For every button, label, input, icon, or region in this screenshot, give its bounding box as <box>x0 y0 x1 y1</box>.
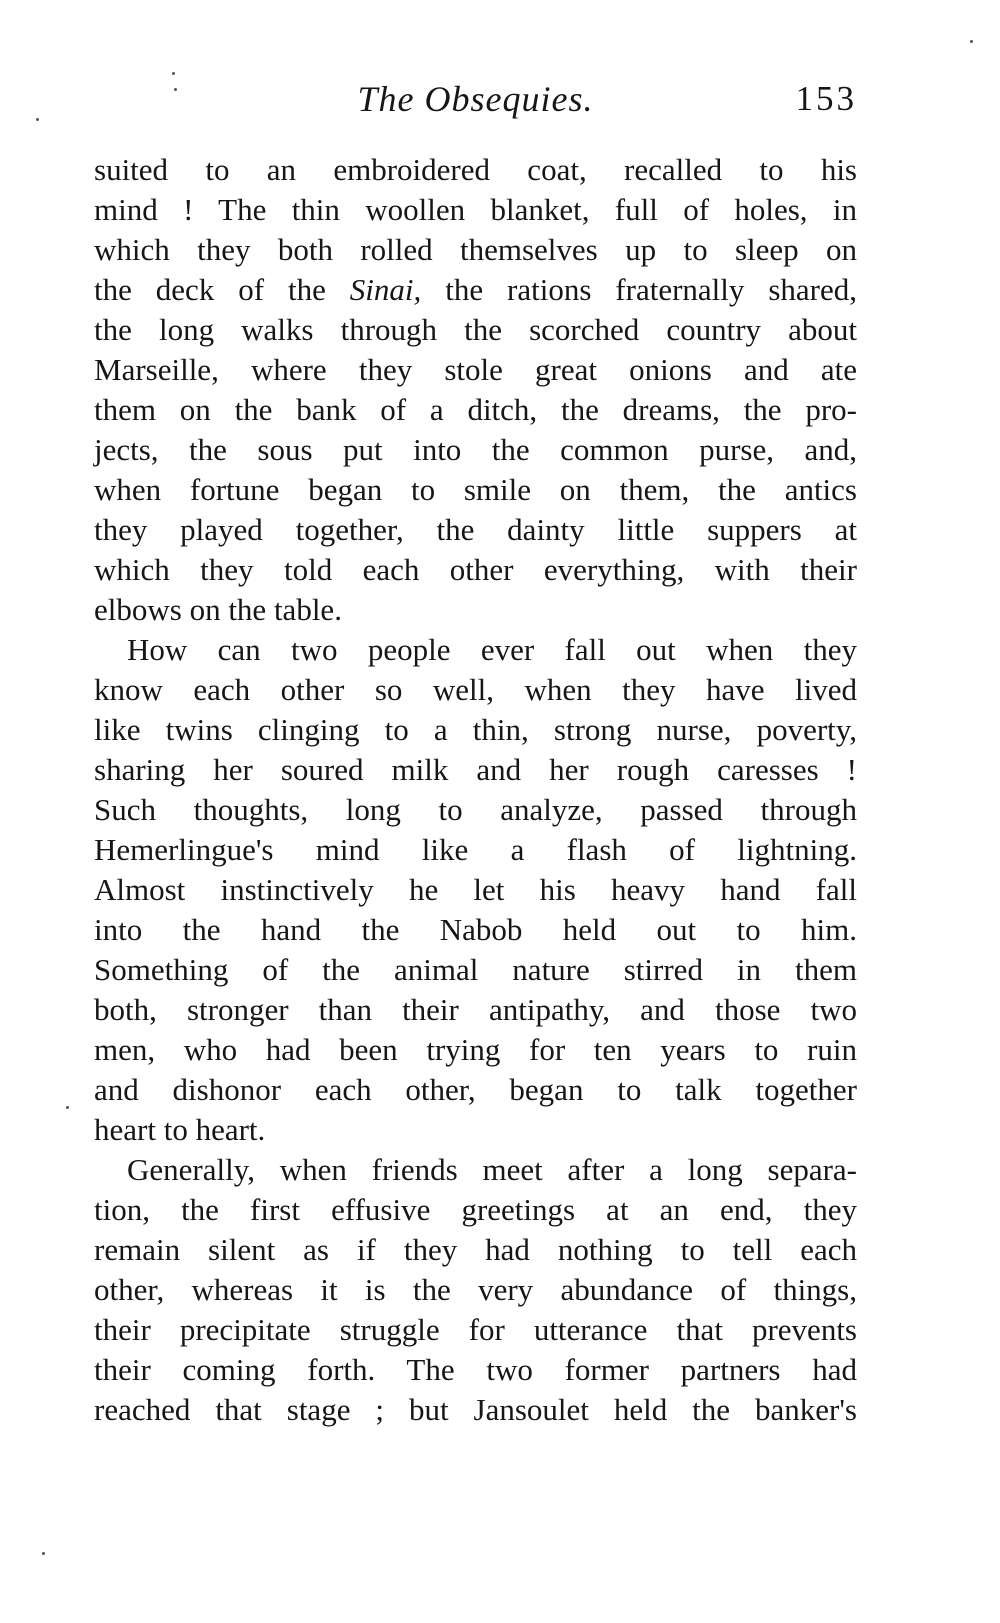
text-line <box>94 630 857 670</box>
text-segment: jects, the sous put into the common purse, and, <box>94 432 857 467</box>
text-line <box>94 1270 857 1310</box>
scan-speck <box>42 1552 45 1555</box>
text-segment: them on the bank of a ditch, the dreams, the pro- <box>94 392 857 427</box>
text-line <box>94 1350 857 1390</box>
text-segment: like twins clinging to a thin, strong nurse, poverty, <box>94 712 857 747</box>
scan-speck <box>172 72 175 75</box>
running-head <box>94 74 857 124</box>
text-segment: heart to heart. <box>94 1112 266 1147</box>
text-line <box>94 1390 857 1430</box>
text-segment: Generally, when friends meet after a long separa- <box>127 1152 857 1187</box>
text-line <box>94 390 857 430</box>
text-segment: Such thoughts, long to analyze, passed through <box>94 792 857 827</box>
text-segment: Hemerlingue's mind like a flash of lightning. <box>94 832 857 867</box>
text-segment: their precipitate struggle for utterance that prevents <box>94 1312 857 1347</box>
text-segment: reached that stage ; but Jansoulet held the banker's <box>94 1392 857 1427</box>
text-segment: other, whereas it is the very abundance of things, <box>94 1272 857 1307</box>
text-line <box>94 1190 857 1230</box>
text-line <box>94 510 857 550</box>
text-line <box>94 1030 857 1070</box>
text-segment: tion, the first effusive greetings at an end, they <box>94 1192 857 1227</box>
text-line <box>94 1150 857 1190</box>
text-segment: into the hand the Nabob held out to him. <box>94 912 857 947</box>
text-line <box>94 430 857 470</box>
text-line <box>94 830 857 870</box>
text-segment: men, who had been trying for ten years to ruin <box>94 1032 857 1067</box>
text-line <box>94 270 857 310</box>
text-line <box>94 870 857 910</box>
text-line <box>94 1110 857 1150</box>
scan-speck <box>36 118 39 121</box>
text-line <box>94 310 857 350</box>
text-segment: Marseille, where they stole great onions and ate <box>94 352 857 387</box>
text-segment: they played together, the dainty little suppers at <box>94 512 857 547</box>
text-line <box>94 710 857 750</box>
text-segment: sharing her soured milk and her rough caresses ! <box>94 752 857 787</box>
text-line <box>94 230 857 270</box>
text-line <box>94 1070 857 1110</box>
text-segment: which they told each other everything, with their <box>94 552 857 587</box>
text-segment: when fortune began to smile on them, the antics <box>94 472 857 507</box>
text-segment: suited to an embroidered coat, recalled to his <box>94 152 857 187</box>
text-segment: the long walks through the scorched country about <box>94 312 857 347</box>
text-segment: mind ! The thin woollen blanket, full of holes, in <box>94 192 857 227</box>
text-segment: remain silent as if they had nothing to tell each <box>94 1232 857 1267</box>
italic-text: Sinai, <box>349 272 422 307</box>
text-segment: the deck of the <box>94 272 350 307</box>
scan-speck <box>970 40 973 43</box>
text-line <box>94 790 857 830</box>
text-line <box>94 750 857 790</box>
text-segment: which they both rolled themselves up to sleep on <box>94 232 857 267</box>
text-line <box>94 150 857 190</box>
text-line <box>94 950 857 990</box>
text-segment: elbows on the table. <box>94 592 342 627</box>
text-line <box>94 670 857 710</box>
scan-speck <box>66 1106 69 1109</box>
text-line <box>94 350 857 390</box>
text-segment: both, stronger than their antipathy, and those two <box>94 992 857 1027</box>
text-line <box>94 910 857 950</box>
text-line <box>94 590 857 630</box>
text-line <box>94 190 857 230</box>
text-segment: the rations fraternally shared, <box>421 272 857 307</box>
page-number: 153 <box>795 79 857 118</box>
scan-speck <box>174 88 177 91</box>
text-line <box>94 990 857 1030</box>
text-segment: know each other so well, when they have lived <box>94 672 857 707</box>
text-line <box>94 1310 857 1350</box>
text-segment: Something of the animal nature stirred in them <box>94 952 857 987</box>
body-text <box>94 150 857 1430</box>
text-line <box>94 1230 857 1270</box>
text-line <box>94 550 857 590</box>
running-title: The Obsequies. <box>357 79 594 119</box>
text-segment: Almost instinctively he let his heavy hand fall <box>94 872 857 907</box>
text-segment: and dishonor each other, began to talk together <box>94 1072 857 1107</box>
text-segment: How can two people ever fall out when they <box>127 632 857 667</box>
text-segment: their coming forth. The two former partners had <box>94 1352 857 1387</box>
text-line <box>94 470 857 510</box>
